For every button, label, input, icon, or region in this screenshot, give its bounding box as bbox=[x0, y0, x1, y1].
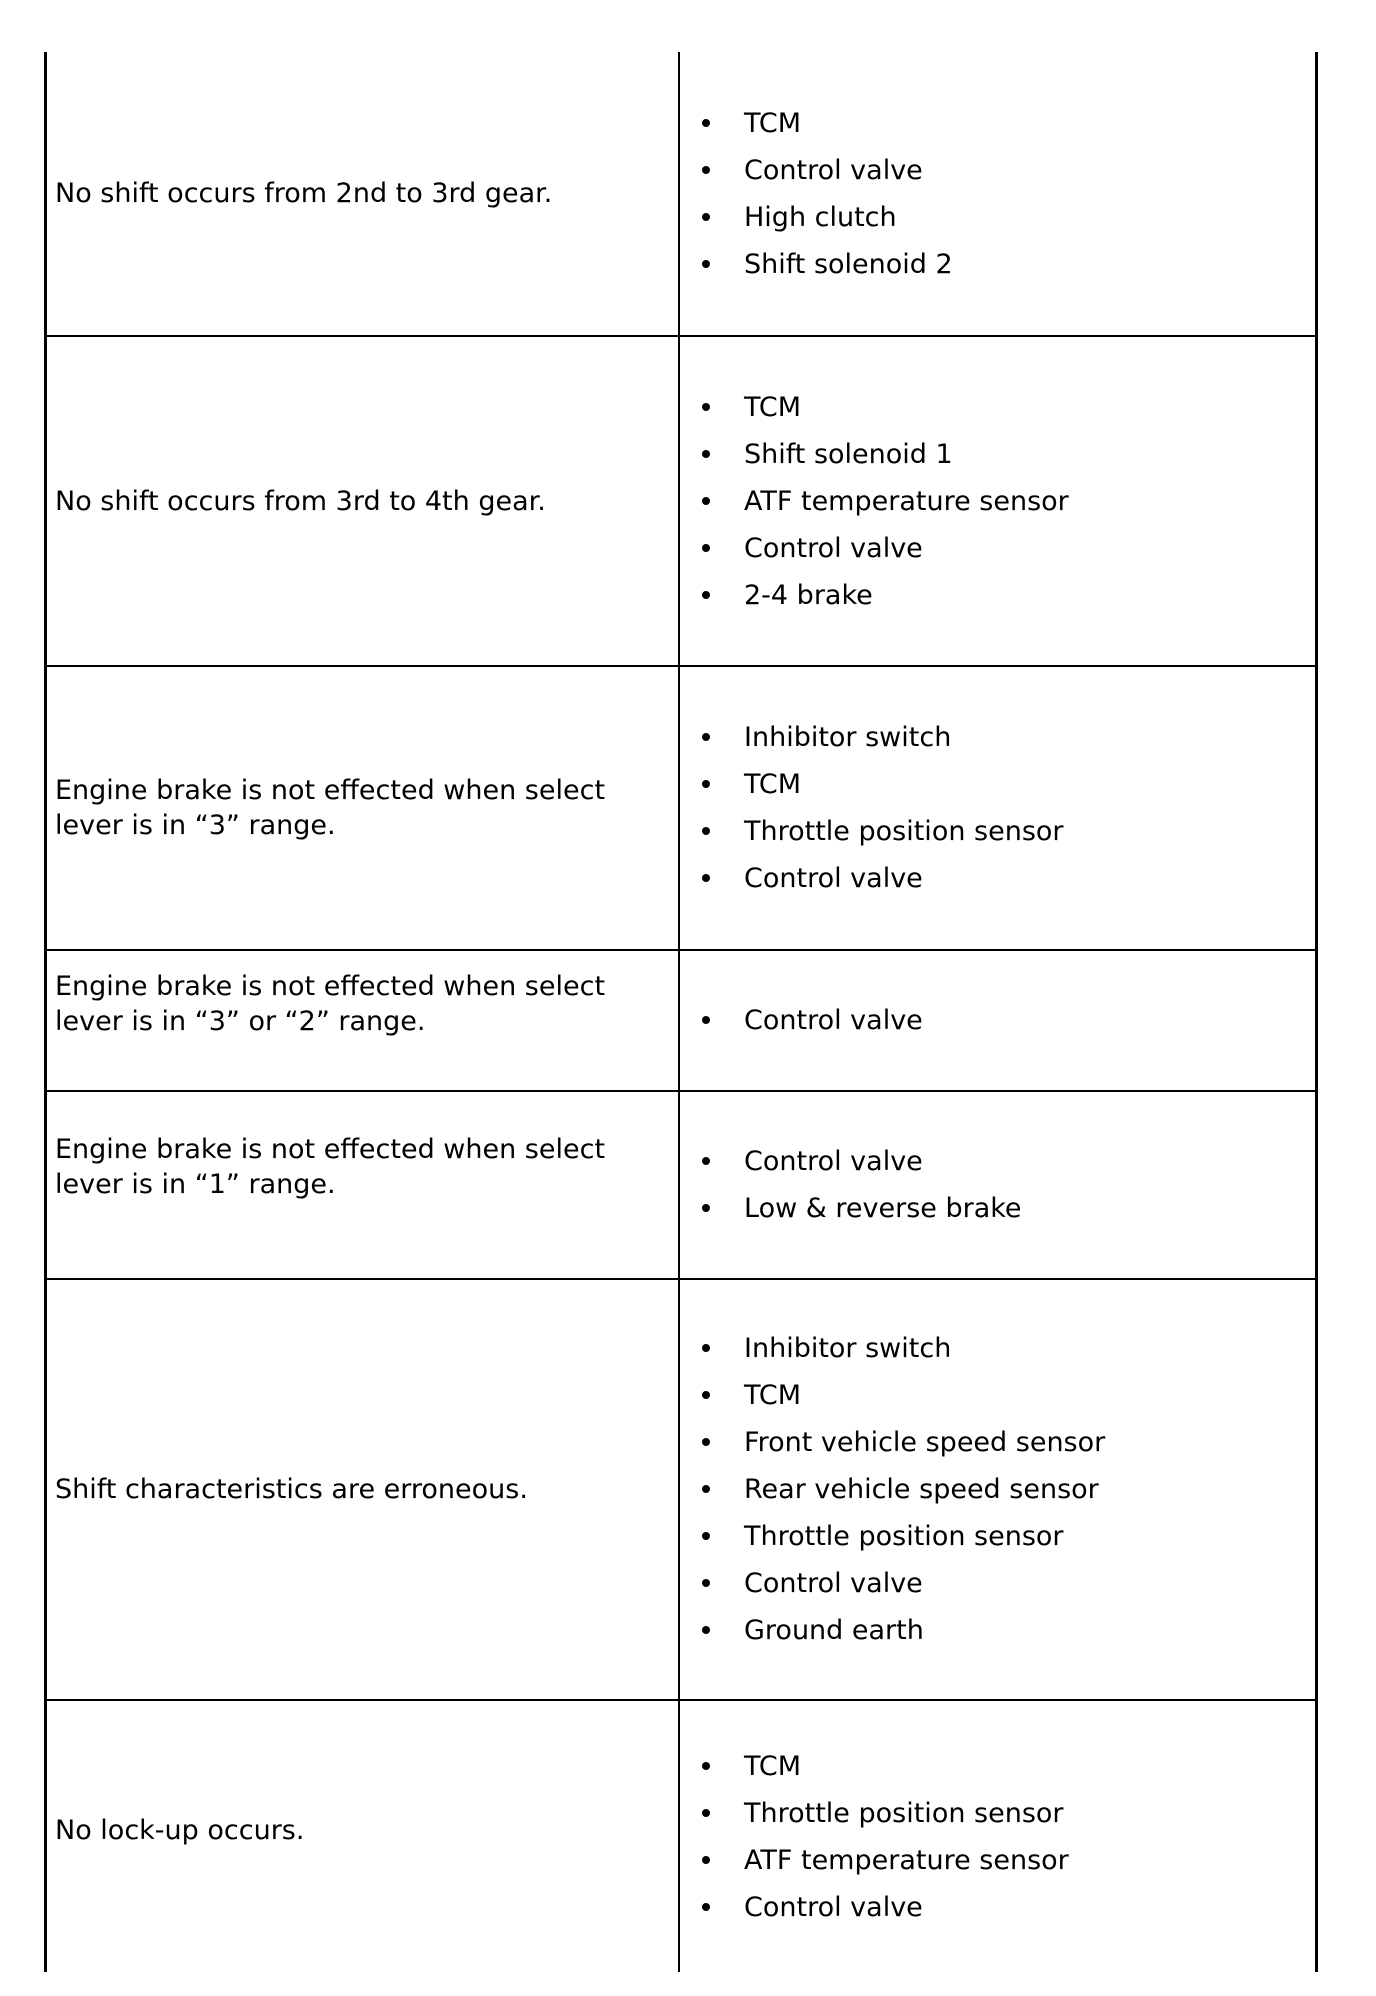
bullet-icon bbox=[702, 733, 710, 741]
bullet-icon bbox=[702, 497, 710, 505]
symptom-text: No lock-up occurs. bbox=[55, 1815, 305, 1846]
list-item: ATF temperature sensor bbox=[696, 1837, 1069, 1884]
bullet-icon bbox=[702, 1809, 710, 1817]
causes-list bbox=[680, 714, 1064, 902]
causes-list bbox=[680, 1325, 1105, 1654]
list-item: Shift solenoid 1 bbox=[696, 431, 1069, 478]
bullet-icon bbox=[702, 1856, 710, 1864]
bullet-icon bbox=[702, 591, 710, 599]
causes-list bbox=[680, 384, 1069, 619]
symptom-cell bbox=[47, 951, 680, 1090]
bullet-icon bbox=[702, 1532, 710, 1540]
symptom-text: No shift occurs from 3rd to 4th gear. bbox=[55, 485, 546, 517]
causes-cell bbox=[680, 52, 1315, 335]
symptom-text: Shift characteristics are erroneous. bbox=[55, 1474, 528, 1505]
table-row bbox=[47, 1280, 1315, 1701]
bullet-icon bbox=[702, 1903, 710, 1911]
list-item: Control valve bbox=[696, 1884, 1069, 1931]
bullet-icon bbox=[702, 827, 710, 835]
causes-list bbox=[680, 1138, 1022, 1232]
table-row bbox=[47, 667, 1315, 951]
symptom-cell bbox=[47, 52, 680, 335]
list-item: Throttle position sensor bbox=[696, 808, 1064, 855]
symptom-text: No shift occurs from 2nd to 3rd gear. bbox=[55, 178, 553, 209]
symptom-text-line: lever is in “3” or “2” range. bbox=[55, 1006, 426, 1037]
causes-cell bbox=[680, 1092, 1315, 1278]
table-row bbox=[47, 337, 1315, 667]
list-item: Control valve bbox=[696, 855, 1064, 902]
list-item: Shift solenoid 2 bbox=[696, 241, 953, 288]
causes-list bbox=[680, 997, 923, 1044]
bullet-icon bbox=[702, 1391, 710, 1399]
diagnosis-table bbox=[44, 52, 1318, 1972]
list-item: Inhibitor switch bbox=[696, 1325, 1105, 1372]
symptom-text-line: lever is in “1” range. bbox=[55, 1169, 336, 1200]
list-item: Throttle position sensor bbox=[696, 1513, 1105, 1560]
list-item: 2-4 brake bbox=[696, 572, 1069, 619]
symptom-cell bbox=[47, 1280, 680, 1699]
bullet-icon bbox=[702, 166, 710, 174]
list-item: Control valve bbox=[696, 525, 1069, 572]
list-item: TCM bbox=[696, 1743, 1069, 1790]
list-item: Throttle position sensor bbox=[696, 1790, 1069, 1837]
bullet-icon bbox=[702, 1485, 710, 1493]
list-item: Control valve bbox=[696, 1560, 1105, 1607]
causes-cell bbox=[680, 1701, 1315, 1972]
bullet-icon bbox=[702, 874, 710, 882]
list-item: Front vehicle speed sensor bbox=[696, 1419, 1105, 1466]
bullet-icon bbox=[702, 1204, 710, 1212]
table-row bbox=[47, 52, 1315, 337]
causes-cell bbox=[680, 667, 1315, 949]
bullet-icon bbox=[702, 1626, 710, 1634]
list-item: TCM bbox=[696, 384, 1069, 431]
bullet-icon bbox=[702, 780, 710, 788]
bullet-icon bbox=[702, 544, 710, 552]
causes-cell bbox=[680, 1280, 1315, 1699]
symptom-cell bbox=[47, 667, 680, 949]
bullet-icon bbox=[702, 1157, 710, 1165]
list-item: Control valve bbox=[696, 1138, 1022, 1185]
symptom-text-line: Engine brake is not effected when select bbox=[55, 971, 606, 1002]
list-item: ATF temperature sensor bbox=[696, 478, 1069, 525]
bullet-icon bbox=[702, 1762, 710, 1770]
list-item: Ground earth bbox=[696, 1607, 1105, 1654]
symptom-text-line: Engine brake is not effected when select bbox=[55, 1134, 606, 1165]
bullet-icon bbox=[702, 213, 710, 221]
list-item: Rear vehicle speed sensor bbox=[696, 1466, 1105, 1513]
bullet-icon bbox=[702, 1016, 710, 1024]
causes-cell bbox=[680, 337, 1315, 665]
table-row bbox=[47, 951, 1315, 1092]
bullet-icon bbox=[702, 1438, 710, 1446]
list-item: Control valve bbox=[696, 147, 953, 194]
list-item: Control valve bbox=[696, 997, 923, 1044]
causes-list bbox=[680, 100, 953, 288]
table-row bbox=[47, 1701, 1315, 1972]
list-item: TCM bbox=[696, 1372, 1105, 1419]
bullet-icon bbox=[702, 450, 710, 458]
bullet-icon bbox=[702, 1344, 710, 1352]
symptom-cell bbox=[47, 1092, 680, 1278]
symptom-text-line: lever is in “3” range. bbox=[55, 810, 336, 841]
list-item: High clutch bbox=[696, 194, 953, 241]
symptom-cell bbox=[47, 1701, 680, 1972]
list-item: Inhibitor switch bbox=[696, 714, 1064, 761]
table-row bbox=[47, 1092, 1315, 1280]
bullet-icon bbox=[702, 119, 710, 127]
list-item: TCM bbox=[696, 761, 1064, 808]
list-item: Low & reverse brake bbox=[696, 1185, 1022, 1232]
list-item: TCM bbox=[696, 100, 953, 147]
bullet-icon bbox=[702, 1579, 710, 1587]
bullet-icon bbox=[702, 403, 710, 411]
causes-list bbox=[680, 1743, 1069, 1931]
bullet-icon bbox=[702, 260, 710, 268]
symptom-text-line: Engine brake is not effected when select bbox=[55, 775, 606, 806]
causes-cell bbox=[680, 951, 1315, 1090]
symptom-cell bbox=[47, 337, 680, 665]
